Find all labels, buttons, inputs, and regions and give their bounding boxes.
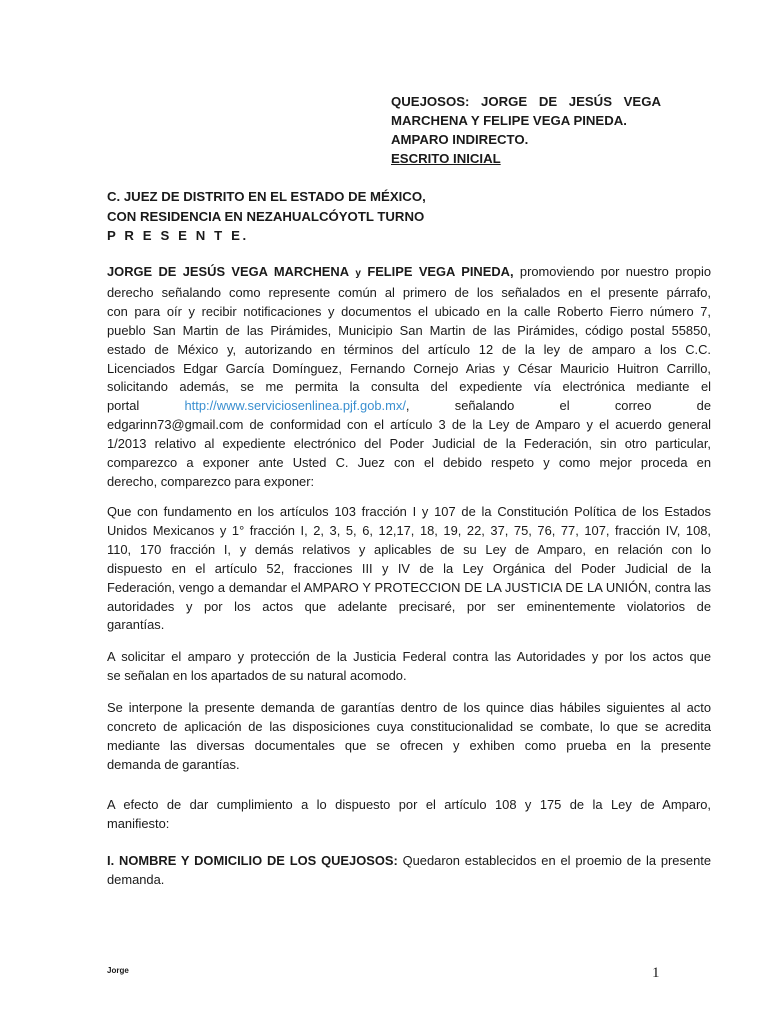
section-plaintiffs-line-1-rest: Quedaron establecidos en el proemio de la presente [402, 853, 711, 868]
portal-comma: , [405, 398, 410, 414]
page-number: 1 [652, 965, 660, 981]
paragraph-legal-basis-line: Federación, vengo a demandar el AMPARO Y PROTECCION DE LA JUSTICIA DE LA UNIÓN, contra las [107, 579, 711, 595]
paragraph-request [107, 648, 711, 686]
case-header [391, 92, 661, 168]
case-header-line-4: ESCRITO INICIAL [391, 151, 501, 166]
paragraph-intro-line: solicitando además, se me permita la consulta del expediente vía electrónica mediante el [107, 379, 711, 395]
addressee-block [107, 187, 426, 246]
paragraph-intro-line: comparezco a exponer ante Usted C. Juez con el debido respeto y como mejor proceda en [107, 455, 711, 471]
paragraph-compliance-line: A efecto de dar cumplimiento a lo dispuesto por el artículo 108 y 175 de la Ley de Amparo, [107, 797, 711, 812]
paragraph-request-line: se señalan en los apartados de su natural acomodo. [107, 667, 407, 683]
paragraph-compliance-line: manifiesto: [107, 815, 170, 831]
paragraph-legal-basis-line: Unidos Mexicanos y 1° fracción I, 2, 3, 5, 6, 12,17, 18, 19, 22, 37, 75, 76, 77, 107, fracción IV, 108, [107, 522, 711, 538]
paragraph-intro-line: derecho, comparezco para exponer: [107, 473, 315, 489]
paragraph-intro-line: edgarinn73@gmail.com de conformidad con el artículo 3 de la Ley de Amparo y el acuerdo general [107, 417, 711, 433]
paragraph-legal-basis-line: Que con fundamento en los artículos 103 fracción I y 107 de la Constitución Política de los Estados [107, 504, 711, 519]
paragraph-legal-basis-line: 110, 170 fracción I, y demás relativos y aplicables de su Ley de Amparo, en relación con lo [107, 541, 711, 557]
paragraph-timing [107, 699, 711, 775]
word-el: el [559, 398, 570, 414]
case-header-line-2: MARCHENA Y FELIPE VEGA PINEDA. [391, 113, 627, 128]
paragraph-legal-basis-line: dispuesto en el artículo 52, fracciones III y IV de la Ley Orgánica del Poder Judicial de la [107, 560, 711, 576]
paragraph-compliance [107, 796, 711, 834]
paragraph-intro-line [107, 263, 711, 284]
paragraph-legal-basis-line: autoridades y por los actos que adelante precisaré, por ser eminentemente violatorios de [107, 598, 711, 614]
paragraph-timing-line: mediante las diversas documentales que se ofrecen y exhiben como prueba en la presente [107, 737, 711, 753]
addressee-line-2: CON RESIDENCIA EN NEZAHUALCÓYOTL TURNO [107, 208, 425, 224]
section-heading: I. NOMBRE Y DOMICILIO DE LOS QUEJOSOS: [107, 853, 398, 868]
paragraph-legal-basis-line: garantías. [107, 617, 165, 633]
plaintiff-name-2: FELIPE VEGA PINEDA, [367, 264, 514, 279]
section-plaintiffs-line [107, 852, 711, 871]
paragraph-intro-line [107, 397, 711, 416]
word-senalando: señalando [454, 398, 515, 414]
word-correo: correo [614, 398, 652, 414]
paragraph-intro-line: estado de México y, autorizando en términos del artículo 12 de la ley de amparo a los C.C. [107, 341, 711, 357]
paragraph-intro-line: derecho señalando como represente común al primero de los señalados en el presente párrafo, [107, 284, 711, 300]
addressee-line-3: P R E S E N T E. [107, 228, 249, 243]
section-plaintiffs [107, 852, 711, 890]
footer-author: Jorge [107, 966, 129, 975]
addressee-line-1: C. JUEZ DE DISTRITO EN EL ESTADO DE MÉXICO, [107, 189, 426, 204]
case-header-line-1: QUEJOSOS: JORGE DE JESÚS VEGA [391, 94, 661, 109]
portal-link[interactable]: http://www.serviciosenlinea.pjf.gob.mx/ [184, 398, 406, 414]
paragraph-intro [107, 263, 711, 492]
paragraph-timing-line: Se interpone la presente demanda de garantías dentro de los quince dias hábiles siguientes al acto [107, 700, 711, 715]
paragraph-intro-line-1-rest: promoviendo por nuestro propio [519, 264, 711, 279]
section-plaintiffs-line: demanda. [107, 871, 165, 887]
paragraph-intro-line: con para oír y recibir notificaciones y documentos el ubicado en la calle Roberto Fierro número 7, [107, 303, 711, 319]
word-de: de [696, 398, 711, 414]
paragraph-intro-line: pueblo San Martin de las Pirámides, Municipio San Martin de las Pirámides, código postal 55850, [107, 322, 711, 338]
portal-label: portal [107, 398, 140, 414]
conjunction-y: y [355, 268, 361, 279]
plaintiff-name-1: JORGE DE JESÚS VEGA MARCHENA [107, 264, 350, 279]
paragraph-timing-line: demanda de garantías. [107, 756, 240, 772]
paragraph-intro-line: Licenciados Edgar García Domínguez, Fernando Cornejo Arias y César Mauricio Huitron Carrillo, [107, 360, 711, 376]
paragraph-intro-line: 1/2013 relativo al expediente electrónico del Poder Judicial de la Federación, sin otro particular, [107, 436, 711, 452]
paragraph-legal-basis [107, 503, 711, 635]
case-header-line-3: AMPARO INDIRECTO. [391, 132, 529, 147]
paragraph-request-line: A solicitar el amparo y protección de la Justicia Federal contra las Autoridades y por los actos que [107, 649, 711, 664]
paragraph-timing-line: concreto de aplicación de las disposiciones cuya constitucionalidad se combate, lo que se acredita [107, 718, 711, 734]
